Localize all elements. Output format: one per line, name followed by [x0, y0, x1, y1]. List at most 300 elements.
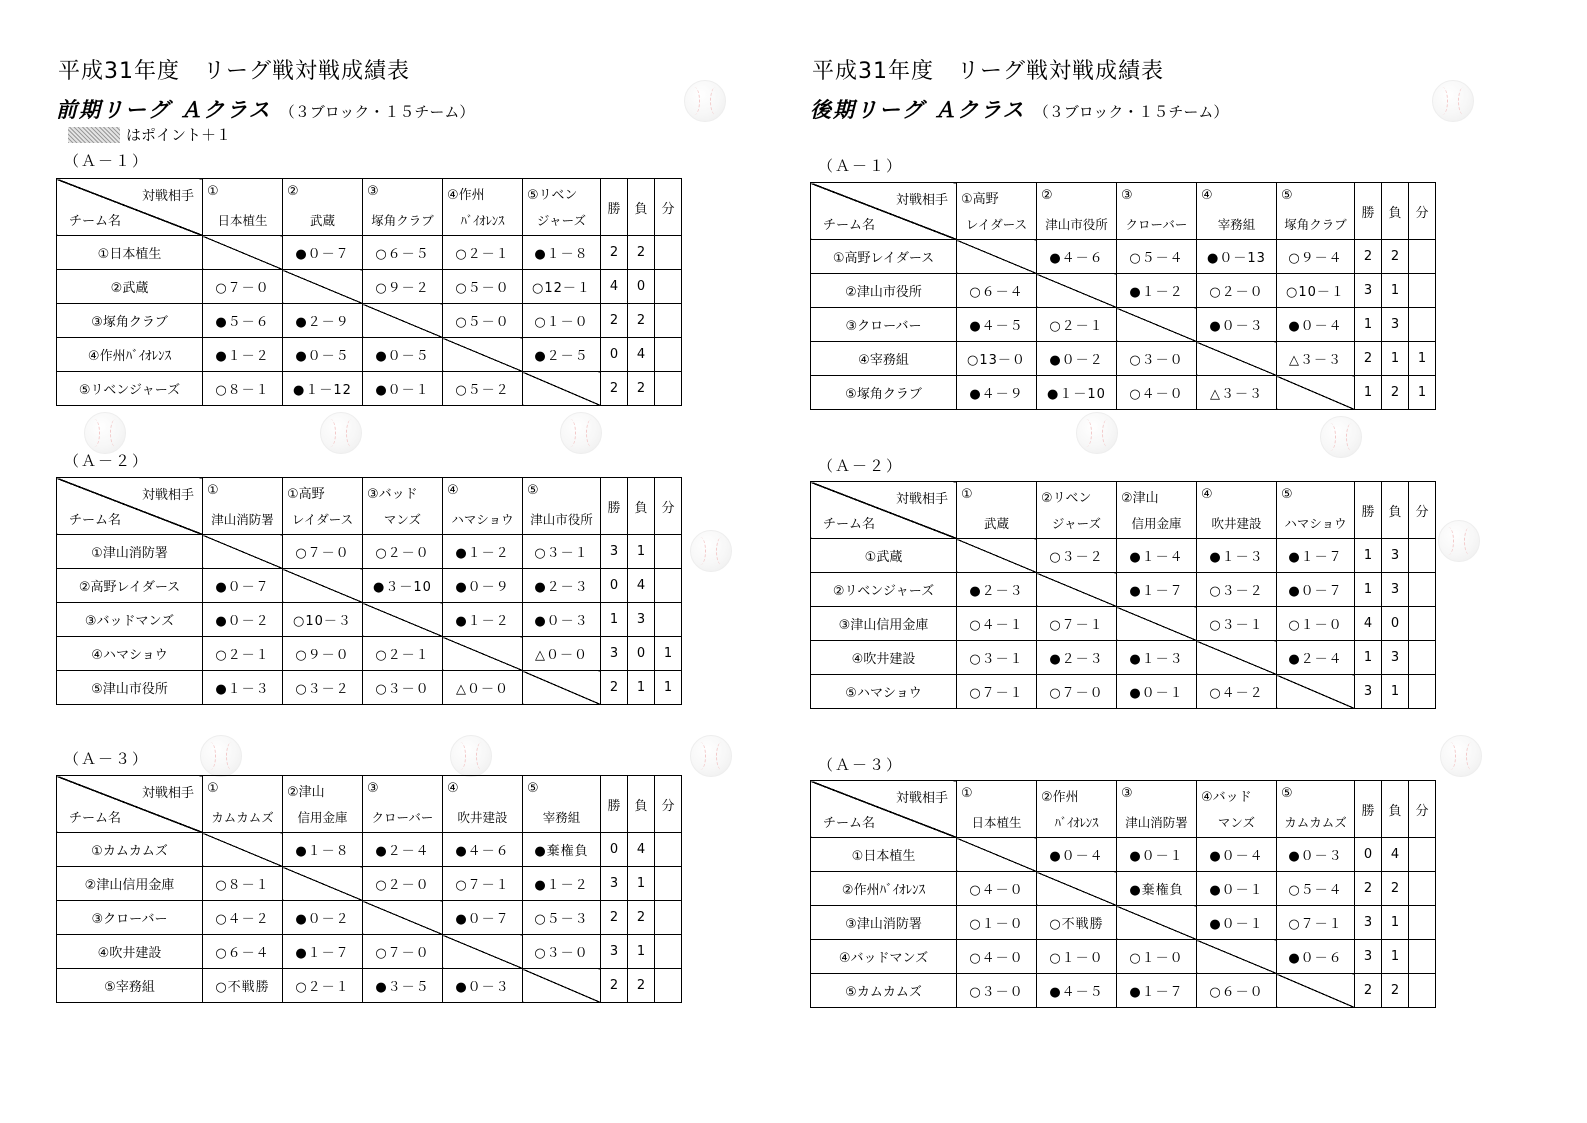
team-name: ④ハマショウ [57, 637, 203, 671]
stat-header: 分 [1409, 183, 1436, 240]
losses-cell: 3 [1382, 641, 1409, 675]
block-label: （Ａ－２） [64, 452, 150, 470]
match-result: ●２－９ [283, 304, 363, 338]
match-result: ○４－２ [203, 901, 283, 935]
baseball-watermark [200, 735, 242, 777]
match-result: △０－０ [443, 671, 523, 705]
stat-header: 勝 [601, 478, 628, 535]
match-result: ○１－０ [523, 304, 601, 338]
self-match-cell [523, 671, 601, 705]
table-row [57, 535, 682, 569]
losses-cell: 4 [1382, 838, 1409, 872]
losses-cell: 2 [628, 901, 655, 935]
draws-cell: 1 [655, 637, 682, 671]
legend-swatch [68, 127, 120, 143]
opponent-number: ④ [1201, 487, 1213, 502]
wins-cell: 2 [1355, 342, 1382, 376]
match-result: ○３－１ [523, 535, 601, 569]
wins-cell: 2 [1355, 872, 1382, 906]
opponent-number: ①高野 [287, 487, 325, 502]
opponent-name: マンズ [383, 512, 422, 527]
team-name: ⑤ハマショウ [811, 675, 957, 709]
losses-cell: 2 [628, 969, 655, 1003]
match-result: ●４－６ [1037, 240, 1117, 274]
draws-cell [1409, 838, 1436, 872]
table-row [57, 935, 682, 969]
opponent-header [1277, 183, 1355, 240]
match-result: ●４－９ [957, 376, 1037, 410]
opponent-name: カムカムズ [211, 810, 274, 825]
legend-text: はポイント＋１ [126, 126, 232, 144]
opponent-name: 武蔵 [983, 516, 1009, 531]
table-row [811, 342, 1436, 376]
opponent-number: ⑤ [527, 483, 539, 498]
match-result: ○２－０ [363, 867, 443, 901]
opponent-name: ﾊﾞｲｵﾚﾝｽ [1054, 815, 1099, 830]
table-row [811, 240, 1436, 274]
opponent-header [1037, 482, 1117, 539]
losses-cell: 2 [628, 372, 655, 406]
match-result: ○２－０ [1197, 274, 1277, 308]
opponent-header [957, 781, 1037, 838]
corner-team-label: チーム名 [823, 517, 876, 532]
opponent-header [283, 776, 363, 833]
draws-cell [655, 569, 682, 603]
opponent-name: マンズ [1217, 815, 1256, 830]
corner-opponent-label: 対戦相手 [141, 786, 194, 801]
stat-header: 負 [628, 776, 655, 833]
match-result: ●２－５ [523, 338, 601, 372]
opponent-name: カムカムズ [1284, 815, 1347, 830]
match-result: ○６－０ [1197, 974, 1277, 1008]
opponent-header [1117, 781, 1197, 838]
match-result: ●０－３ [1197, 308, 1277, 342]
draws-cell [655, 535, 682, 569]
corner-cell [57, 776, 203, 833]
match-result: ●０－１ [1117, 838, 1197, 872]
baseball-watermark [690, 735, 732, 777]
table-row [811, 376, 1436, 410]
table-row [57, 236, 682, 270]
block-label: （Ａ－１） [64, 152, 150, 170]
match-result: ●０－４ [1037, 838, 1117, 872]
match-result: ○１－０ [957, 906, 1037, 940]
block-label: （Ａ－１） [818, 157, 904, 175]
table-row [811, 274, 1436, 308]
table-row [811, 838, 1436, 872]
results-grid [56, 178, 682, 406]
corner-opponent-label: 対戦相手 [141, 488, 194, 503]
draws-cell [655, 901, 682, 935]
baseball-watermark [1440, 735, 1482, 777]
block-label: （Ａ－２） [818, 457, 904, 475]
opponent-name: 日本植生 [217, 213, 268, 228]
team-name: ④バッドマンズ [811, 940, 957, 974]
match-result: ●０－６ [1277, 940, 1355, 974]
table-row [811, 974, 1436, 1008]
team-name: ③クローバー [811, 308, 957, 342]
opponent-number: ②津山 [287, 785, 325, 800]
legend [68, 124, 231, 145]
table-row [811, 308, 1436, 342]
wins-cell: 2 [1355, 974, 1382, 1008]
wins-cell: 2 [601, 901, 628, 935]
losses-cell: 0 [1382, 607, 1409, 641]
table-row [57, 603, 682, 637]
match-result: ●０－１ [1117, 675, 1197, 709]
match-result: ●０－２ [283, 901, 363, 935]
page-title: 平成31年度 リーグ戦対戦成績表 [58, 59, 410, 84]
wins-cell: 1 [1355, 641, 1382, 675]
team-name: ①津山消防署 [57, 535, 203, 569]
opponent-name: 信用金庫 [297, 810, 348, 825]
draws-cell [1409, 240, 1436, 274]
match-result: ○７－１ [1037, 607, 1117, 641]
opponent-header [1197, 781, 1277, 838]
results-grid [810, 780, 1436, 1008]
table-row [811, 539, 1436, 573]
wins-cell: 4 [1355, 607, 1382, 641]
draws-cell [655, 603, 682, 637]
match-result: ●４－６ [443, 833, 523, 867]
wins-cell: 3 [1355, 274, 1382, 308]
team-name: ④吹井建設 [811, 641, 957, 675]
wins-cell: 4 [601, 270, 628, 304]
opponent-number: ③ [367, 781, 379, 796]
match-result: ●１－７ [1117, 974, 1197, 1008]
wins-cell: 2 [601, 671, 628, 705]
wins-cell: 3 [1355, 906, 1382, 940]
match-result: ○５－０ [443, 270, 523, 304]
opponent-name: クローバー [371, 810, 434, 825]
losses-cell: 2 [628, 304, 655, 338]
match-result: ○８－１ [203, 372, 283, 406]
match-result: ○５－０ [443, 304, 523, 338]
draws-cell [1409, 573, 1436, 607]
draws-cell [655, 270, 682, 304]
baseball-watermark [1076, 412, 1118, 454]
match-result: ●２－３ [523, 569, 601, 603]
opponent-number: ①高野 [961, 192, 999, 207]
opponent-number: ③ [1121, 188, 1133, 203]
match-result: ○12－１ [523, 270, 601, 304]
match-result: ●２－３ [957, 573, 1037, 607]
table-row [57, 304, 682, 338]
team-name: ⑤塚角クラブ [811, 376, 957, 410]
match-result: ○７－１ [1277, 906, 1355, 940]
match-result: ●０－３ [523, 603, 601, 637]
match-result: ○９－０ [283, 637, 363, 671]
opponent-name: 津山市役所 [1045, 217, 1108, 232]
opponent-header [283, 478, 363, 535]
match-result: ●０－７ [203, 569, 283, 603]
team-name: ②津山信用金庫 [57, 867, 203, 901]
match-result: ●１－２ [1117, 274, 1197, 308]
opponent-header [1197, 183, 1277, 240]
match-result: ○７－０ [283, 535, 363, 569]
corner-cell [811, 183, 957, 240]
losses-cell: 1 [628, 671, 655, 705]
league-name: 後期リーグ Ａクラス [810, 98, 1026, 122]
baseball-watermark [1320, 416, 1362, 458]
match-result: △０－０ [523, 637, 601, 671]
match-result: ○３－２ [283, 671, 363, 705]
self-match-cell [523, 969, 601, 1003]
opponent-header [203, 179, 283, 236]
opponent-header [1197, 482, 1277, 539]
draws-cell [1409, 308, 1436, 342]
table-row [811, 573, 1436, 607]
match-result: ●０－７ [443, 901, 523, 935]
match-result: ●１－７ [1277, 539, 1355, 573]
match-result: ●０－１ [363, 372, 443, 406]
opponent-number: ④ [447, 781, 459, 796]
table-row [57, 338, 682, 372]
table-row [57, 671, 682, 705]
wins-cell: 3 [601, 535, 628, 569]
match-result: ●棄権負 [523, 833, 601, 867]
stat-header: 勝 [1355, 482, 1382, 539]
opponent-name: ハマショウ [1284, 516, 1347, 531]
table-row [57, 372, 682, 406]
match-result: ○３－１ [957, 641, 1037, 675]
opponent-number: ① [961, 786, 973, 801]
match-result: ●３－10 [363, 569, 443, 603]
draws-cell [1409, 974, 1436, 1008]
wins-cell: 3 [601, 867, 628, 901]
wins-cell: 2 [601, 969, 628, 1003]
losses-cell: 2 [1382, 376, 1409, 410]
match-result: ○２－１ [363, 637, 443, 671]
match-result: ○４－０ [957, 872, 1037, 906]
losses-cell: 3 [1382, 573, 1409, 607]
self-match-cell [363, 901, 443, 935]
wins-cell: 3 [601, 935, 628, 969]
match-result: ○６－４ [203, 935, 283, 969]
results-grid [810, 182, 1436, 410]
wins-cell: 2 [1355, 240, 1382, 274]
self-match-cell [957, 539, 1037, 573]
wins-cell: 0 [601, 833, 628, 867]
opponent-header [203, 776, 283, 833]
team-name: ④宰務組 [811, 342, 957, 376]
match-result: ○６－５ [363, 236, 443, 270]
match-result: ○４－０ [1117, 376, 1197, 410]
losses-cell: 1 [1382, 906, 1409, 940]
match-result: ●１－２ [443, 603, 523, 637]
draws-cell [655, 338, 682, 372]
header-row [811, 482, 1436, 539]
self-match-cell [1037, 274, 1117, 308]
match-result: ●２－４ [1277, 641, 1355, 675]
match-result: △３－３ [1277, 342, 1355, 376]
draws-cell [1409, 539, 1436, 573]
team-name: ③バッドマンズ [57, 603, 203, 637]
results-grid [56, 775, 682, 1003]
opponent-header [523, 478, 601, 535]
opponent-number: ① [207, 483, 219, 498]
match-result: ●０－１ [1197, 872, 1277, 906]
opponent-number: ③バッド [367, 487, 418, 502]
opponent-name: ハマショウ [451, 512, 514, 527]
table-row [811, 675, 1436, 709]
match-result: ○５－２ [443, 372, 523, 406]
opponent-header [957, 183, 1037, 240]
match-result: ○５－４ [1277, 872, 1355, 906]
opponent-number: ②リベン [1041, 491, 1092, 506]
league-subtitle [56, 94, 474, 124]
opponent-name: ジャーズ [536, 213, 587, 228]
self-match-cell [283, 569, 363, 603]
match-result: ○２－１ [283, 969, 363, 1003]
match-result: ○不戦勝 [1037, 906, 1117, 940]
baseball-watermark [84, 412, 126, 454]
match-result: ●０－１ [1197, 906, 1277, 940]
match-result: ○２－１ [203, 637, 283, 671]
baseball-watermark [684, 80, 726, 122]
opponent-number: ②津山 [1121, 491, 1159, 506]
corner-opponent-label: 対戦相手 [895, 791, 948, 806]
self-match-cell [203, 535, 283, 569]
draws-cell [1409, 872, 1436, 906]
match-result: ●１－３ [203, 671, 283, 705]
match-result: ●１－12 [283, 372, 363, 406]
stat-header: 分 [655, 478, 682, 535]
self-match-cell [1037, 872, 1117, 906]
opponent-number: ① [207, 184, 219, 199]
opponent-number: ④バッド [1201, 790, 1252, 805]
match-result: ○１－０ [1037, 940, 1117, 974]
match-result: ○10－３ [283, 603, 363, 637]
losses-cell: 1 [1382, 675, 1409, 709]
league-name: 前期リーグ Ａクラス [56, 98, 272, 122]
team-name: ②作州ﾊﾞｲｵﾚﾝｽ [811, 872, 957, 906]
match-result: ○３－０ [523, 935, 601, 969]
match-result: ●０－９ [443, 569, 523, 603]
match-result: ○６－４ [957, 274, 1037, 308]
corner-team-label: チーム名 [69, 513, 122, 528]
match-result: ○不戦勝 [203, 969, 283, 1003]
self-match-cell [1117, 607, 1197, 641]
team-name: ①高野レイダース [811, 240, 957, 274]
match-result: ○３－０ [1117, 342, 1197, 376]
draws-cell [1409, 274, 1436, 308]
wins-cell: 3 [601, 637, 628, 671]
match-result: △３－３ [1197, 376, 1277, 410]
opponent-number: ③ [367, 184, 379, 199]
self-match-cell [443, 637, 523, 671]
results-grid [810, 481, 1436, 709]
draws-cell [1409, 675, 1436, 709]
wins-cell: 1 [1355, 573, 1382, 607]
opponent-number: ⑤ [1281, 188, 1293, 203]
self-match-cell [1277, 675, 1355, 709]
baseball-watermark [1432, 80, 1474, 122]
match-result: ●１－３ [1197, 539, 1277, 573]
match-result: ○13－０ [957, 342, 1037, 376]
opponent-header [363, 478, 443, 535]
self-match-cell [957, 240, 1037, 274]
opponent-number: ④作州 [447, 188, 485, 203]
baseball-watermark [690, 530, 732, 572]
match-result: ○10－１ [1277, 274, 1355, 308]
opponent-number: ⑤リベン [527, 188, 578, 203]
match-result: ●２－４ [363, 833, 443, 867]
self-match-cell [1197, 641, 1277, 675]
match-result: ●０－２ [1037, 342, 1117, 376]
opponent-number: ② [287, 184, 299, 199]
baseball-watermark [320, 412, 362, 454]
match-result: ●０－７ [283, 236, 363, 270]
match-result: ●１－２ [203, 338, 283, 372]
header-row [57, 478, 682, 535]
opponent-number: ④ [1201, 188, 1213, 203]
match-result: ○４－２ [1197, 675, 1277, 709]
match-result: ○７－０ [363, 935, 443, 969]
draws-cell [655, 935, 682, 969]
table-row [57, 569, 682, 603]
opponent-name: レイダース [291, 512, 354, 527]
team-name: ③塚角クラブ [57, 304, 203, 338]
baseball-watermark [1438, 520, 1480, 562]
losses-cell: 4 [628, 338, 655, 372]
table-row [811, 641, 1436, 675]
match-result: ●４－５ [1037, 974, 1117, 1008]
opponent-header [1277, 781, 1355, 838]
stat-header: 勝 [1355, 781, 1382, 838]
match-result: ●０－13 [1197, 240, 1277, 274]
match-result: ○２－１ [443, 236, 523, 270]
opponent-name: 信用金庫 [1131, 516, 1182, 531]
team-name: ③津山消防署 [811, 906, 957, 940]
team-name: ①武蔵 [811, 539, 957, 573]
self-match-cell [363, 603, 443, 637]
league-note: （３ブロック・１５チーム） [1033, 103, 1229, 121]
wins-cell: 1 [601, 603, 628, 637]
header-row [57, 776, 682, 833]
losses-cell: 1 [628, 935, 655, 969]
match-result: ○７－１ [443, 867, 523, 901]
match-result: ○５－４ [1117, 240, 1197, 274]
team-name: ④作州ﾊﾞｲｵﾚﾝｽ [57, 338, 203, 372]
corner-cell [57, 478, 203, 535]
opponent-name: ﾊﾞｲｵﾚﾝｽ [460, 213, 505, 228]
wins-cell: 1 [1355, 376, 1382, 410]
losses-cell: 1 [1382, 274, 1409, 308]
results-grid [56, 477, 682, 705]
opponent-name: 宰務組 [1217, 217, 1256, 232]
wins-cell: 2 [601, 372, 628, 406]
table-row [57, 867, 682, 901]
opponent-header [1277, 482, 1355, 539]
corner-cell [811, 781, 957, 838]
match-result: ○３－０ [363, 671, 443, 705]
match-result: ○１－０ [1277, 607, 1355, 641]
team-name: ①日本植生 [811, 838, 957, 872]
match-result: ●１－４ [1117, 539, 1197, 573]
team-name: ①日本植生 [57, 236, 203, 270]
match-result: ○７－０ [203, 270, 283, 304]
losses-cell: 2 [628, 236, 655, 270]
corner-cell [57, 179, 203, 236]
team-name: ⑤リベンジャーズ [57, 372, 203, 406]
stat-header: 負 [1382, 183, 1409, 240]
block-label: （Ａ－３） [64, 750, 150, 768]
self-match-cell [363, 304, 443, 338]
corner-cell [811, 482, 957, 539]
losses-cell: 1 [1382, 342, 1409, 376]
team-name: ②津山市役所 [811, 274, 957, 308]
